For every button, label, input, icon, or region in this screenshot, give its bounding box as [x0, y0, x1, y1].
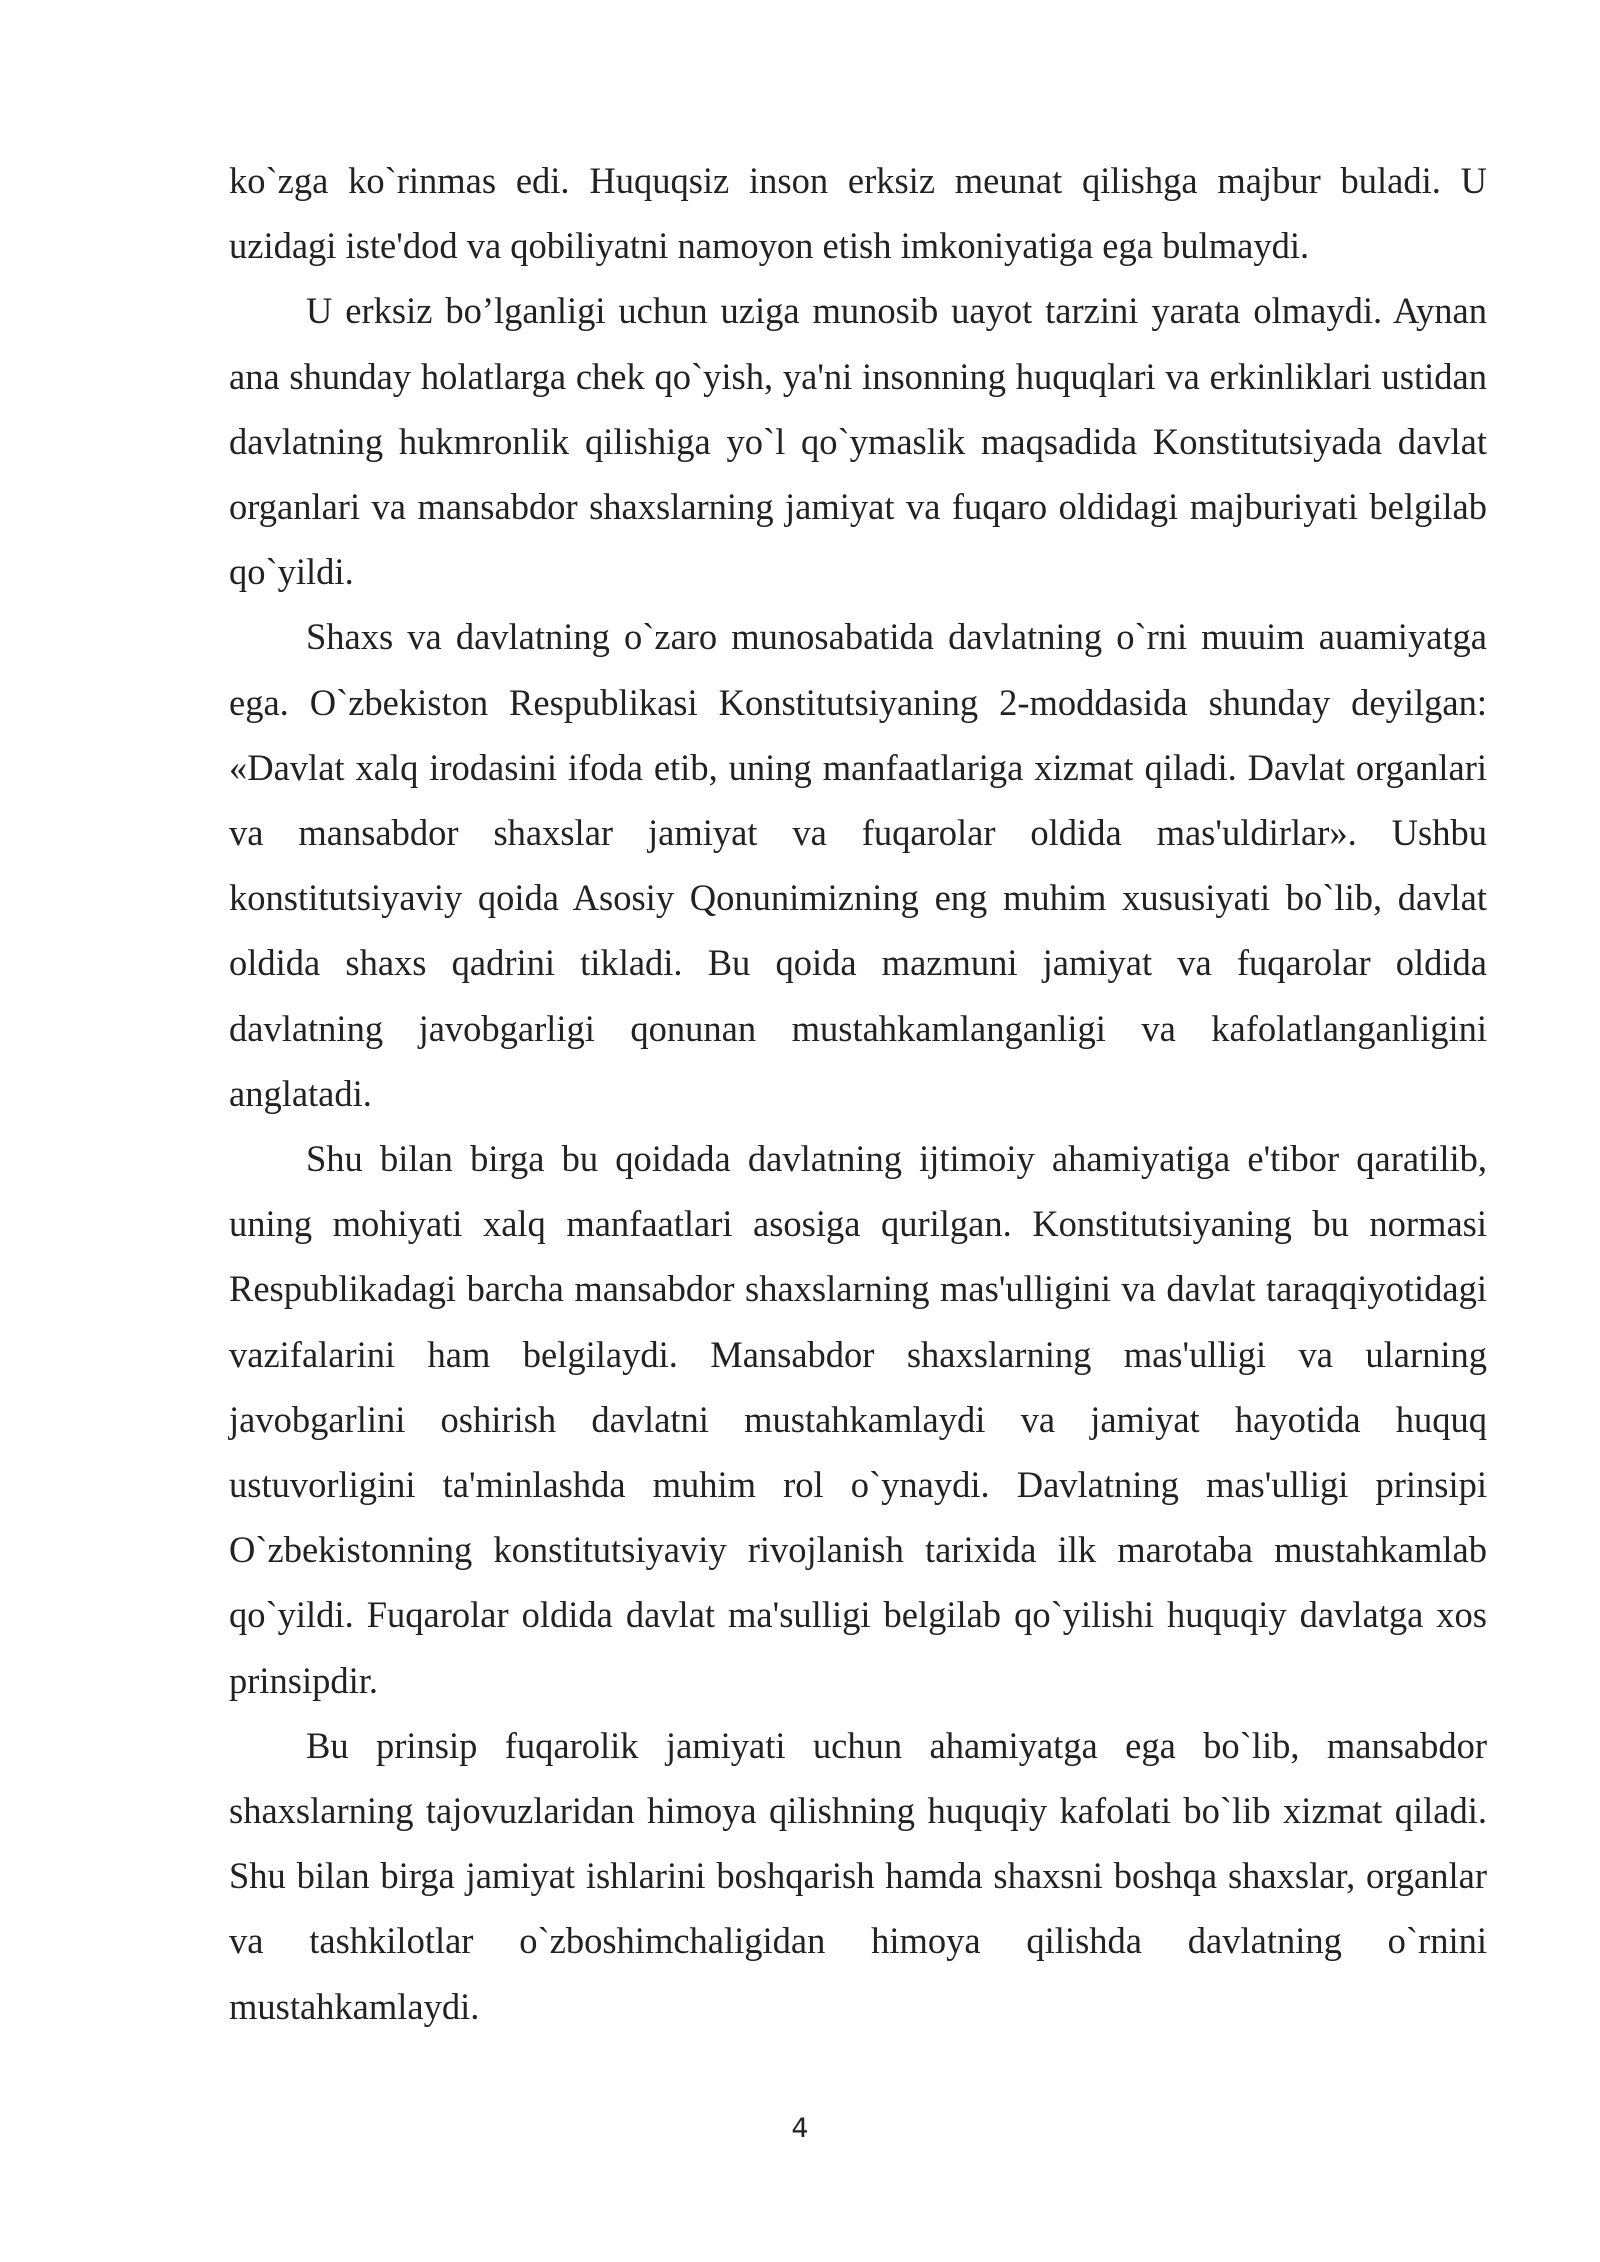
- paragraph: Shu bilan birga bu qoidada davlatning ijtimoiy ahamiyatiga e'tibor qaratilib, uning mohiyati xalq manfaatlari asosiga qurilgan. Konstitutsiyaning bu normasi Respublikadagi barcha mansabdor shaxslarning mas'ulligini va davlat taraqqiyotidagi vazifalarini ham belgilaydi. Mansabdor shaxslarning mas'ulligi va ularning javobgarlini oshirish davlatni mustahkamlaydi va jamiyat hayotida huquq ustuvorligini ta'minlashda muhim rol o`ynaydi. Davlatning mas'ulligi prinsipi O`zbekistonning konstitutsiyaviy rivojlanish tarixida ilk marotaba mustahkamlab qo`yildi. Fuqarolar oldida davlat ma'sulligi belgilab qo`yilishi huquqiy davlatga xos prinsipdir.: [229, 1138, 1487, 1701]
- paragraph-continuation: ko`zga ko`rinmas edi. Huquqsiz inson erksiz meunat qilishga majbur buladi. U uzidagi iste'dod va qobiliyatni namoyon etish imkoniyatiga ega bulmaydi.: [229, 160, 1487, 267]
- paragraph: Bu prinsip fuqarolik jamiyati uchun ahamiyatga ega bo`lib, mansabdor shaxslarning tajovuzlaridan himoya qilishning huquqiy kafolati bo`lib xizmat qiladi. Shu bilan birga jamiyat ishlarini boshqarish hamda shaxsni boshqa shaxslar, organlar va tashkilotlar o`zboshimchaligidan himoya qilishda davlatning o`rnini mustahkamlaydi.: [229, 1724, 1487, 2027]
- page-number: 4: [791, 2113, 809, 2144]
- paragraph: Shaxs va davlatning o`zaro munosabatida davlatning o`rni muuim auamiyatga ega. O`zbekiston Respublikasi Konstitutsiyaning 2-moddasida shunday deyilgan: «Davlat xalq irodasini ifoda etib, uning manfaatlariga xizmat qiladi. Davlat organlari va mansabdor shaxslar jamiyat va fuqarolar oldida mas'uldirlar». Ushbu konstitutsiyaviy qoida Asosiy Qonunimizning eng muhim xususiyati bo`lib, davlat oldida shaxs qadrini tikladi. Bu qoida mazmuni jamiyat va fuqarolar oldida davlatning javobgarligi qonunan mustahkamlanganligi va kafolatlanganligini anglatadi.: [229, 616, 1487, 1114]
- paragraph: U erksiz bo’lganligi uchun uziga munosib uayot tarzini yarata olmaydi. Aynan ana shunday holatlarga chek qo`yish, ya'ni insonning huquqlari va erkinliklari ustidan davlatning hukmronlik qilishiga yo`l qo`ymaslik maqsadida Konstitutsiyada davlat organlari va mansabdor shaxslarning jamiyat va fuqaro oldidagi majburiyati belgilab qo`yildi.: [229, 290, 1487, 593]
- body-text: [229, 148, 1487, 2039]
